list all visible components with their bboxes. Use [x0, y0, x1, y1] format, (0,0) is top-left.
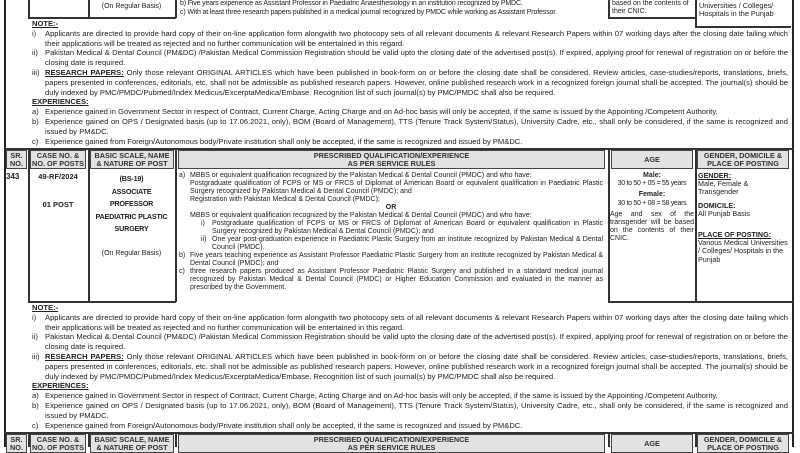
row-post-name: (BS-19) ASSOCIATE PROFESSOR PAEDIATRIC PLASTIC SURGERY: [95, 174, 168, 233]
experience-item: b) Experience gained on OPS / Designated basis (up to 17.06.2021, only), BOM (Board of Management), TTS (Tenure Track System/Status), University Cadre, etc., shall only be considered, if the same is recognized and issued by PM&DC.: [32, 116, 788, 136]
notes-title: NOTE:-: [32, 303, 59, 312]
header-gender: GENDER, DOMICILE & PLACE OF POSTING: [697, 150, 789, 169]
previous-qual-b: b) Five years experience as Assistant Professor in Paediatric Anaesthesiology in an institution recognized by PMDC.: [180, 0, 523, 7]
note-item: iii) RESEARCH PAPERS: Only those relevant ORIGINAL ARTICLES which have been published in book-form on or before the closing date shall be considered. Review articles, case-studies/reports, translations, briefs, papers presented in conferences, editorials, etc. shall not be admissible as published research papers. However, online published research work in a recognized foreign journal shall be accepted. The journal(s) should be duly indexed by PMC/PMDC/Pubmed/Index Medicus/ExcerptaMedica/Embase. Recognition list of such journal(s) by PMC/PMDC shall also be required.: [32, 351, 788, 381]
header-case: CASE NO. & NO. OF POSTS: [30, 150, 86, 169]
experience-item: a) Experience gained in Government Sector in respect of Contract, Current Charge, Acting Charge and on Ad-hoc basis will only be accepted, if the same is issued by the Appointing /Competent Authority.: [32, 391, 718, 401]
header-age: AGE: [611, 150, 693, 169]
notes-section: [32, 303, 788, 430]
experience-item: a) Experience gained in Government Sector in respect of Contract, Current Charge, Acting Charge and on Ad-hoc basis will only be accepted, if the same is issued by the Appointing /Competent Authority.: [32, 107, 718, 117]
row-sr-number: 343: [6, 172, 20, 181]
previous-age-tail: based on the contents of their CNIC.: [612, 0, 689, 16]
row-gender-domicile-posting: GENDER: Male, Female & Transgender DOMICILE: All Punjab Basis PLACE OF POSTING: Various Medical Universities / Colleges/ Hospitals in the Punjab: [698, 171, 788, 264]
experience-item: b) Experience gained on OPS / Designated basis (up to 17.06.2021, only), BOM (Board of Management), TTS (Tenure Track System/Status), University Cadre, etc., shall only be considered, if the same is recognized and issued by PM&DC.: [32, 400, 788, 420]
header-qualification: PRESCRIBED QUALIFICATION/EXPERIENCE AS PER SERVICE RULES: [178, 434, 605, 453]
note-item: ii) Pakistan Medical & Dental Council (PM&DC) /Pakistan Medical Commission Registration should be valid upto the closing date of the advertised post(s). If expired, applying proof for renewal of registration on or before the closing date is required.: [32, 48, 788, 68]
header-scale: BASIC SCALE, NAME & NATURE OF POST: [90, 434, 174, 453]
note-item: iii) RESEARCH PAPERS: Only those relevant ORIGINAL ARTICLES which have been published in book-form on or before the closing date shall be considered. Review articles, case-studies/reports, translations, briefs, papers presented in conferences, editorials, etc. shall not be admissible as published research papers. However, online published research work in a recognized foreign journal shall be accepted. The journal(s) should be duly indexed by PMC/PMDC/Pubmed/Index Medicus/ExcerptaMedica/Embase. Recognition list of such journal(s) by PMC/PMDC shall also be required.: [32, 67, 788, 97]
header-scale: BASIC SCALE, NAME & NATURE OF POST: [90, 150, 174, 169]
header-sr: SR. NO.: [6, 150, 27, 169]
row-qualification: a) MBBS or equivalent qualification recognized by the Pakistan Medical & Dental Council (PMDC) and who have: Postgraduate qualification of FCPS or MS or FRCS of Diplomat of American Board or equivalent qualification in Paediatric Plastic Surgery recognized by Pakistan Medical & Dental Council (PMDC); and Registration with Pakistan Medical & Dental Council (PMDC); OR MBBS or equivalent qualification recognized by the Pakistan Medical & Dental Council (PMDC) and who have: i) Postgraduate qualification of FCPS or MS or FRCS of Diplomat of American Board or equivalent qualification in Plastic Surgery recognized by Pakistan Medical & Dental Council (PMDC); and ii) One year post-graduation experience in Paediatric Plastic Surgery from an institute recognized by Pakistan Medical & Dental Council (PMDC). b) Five years teaching experience as Assistant Professor Paediatric Plastic Surgery from an institute recognized by Pakistan Medical & Dental Council (PMDC); and c) three research papers produced as Assistant Professor Paediatric Plastic Surgery and published in a standard medical journal recognized by Pakistan Medical & Dental Council (PMDC) or Higher Education Commission and evaluated in the manner as prescribed by the Government.: [179, 172, 603, 291]
notes-section: [32, 19, 788, 146]
previous-nature: (On Regular Basis): [101, 3, 162, 10]
notes-title: NOTE:-: [32, 19, 59, 28]
header-gender: GENDER, DOMICILE & PLACE OF POSTING: [697, 434, 789, 453]
header-age: AGE: [611, 434, 693, 453]
note-item: i) Applicants are directed to provide hard copy of their on-line application form alongwith two photocopy sets of all relevant documents & relevant Research Papers within 07 working days after the closing date failing which their applications will be treated as rejected and no further communication will be entertained in this regard.: [32, 312, 788, 332]
row-nature: (On Regular Basis): [101, 250, 162, 257]
experience-item: c) Experience gained from Foreign/Autonomous body/Private institution shall only be accepted, if the same is recognized and issued by PM&DC.: [32, 420, 523, 430]
experiences-title: EXPERIENCES:: [32, 381, 89, 391]
note-item: ii) Pakistan Medical & Dental Council (PM&DC) /Pakistan Medical Commission Registration should be valid upto the closing date of the advertised post(s). If expired, applying proof for renewal of registration on or before the closing date is required.: [32, 332, 788, 352]
previous-qual-c: c) With at least three research papers published in a medical journal recognized by PMDC while working as Assistant Professor.: [180, 8, 557, 16]
experience-item: c) Experience gained from Foreign/Autonomous body/Private institution shall only be accepted, if the same is recognized and issued by PM&DC.: [32, 136, 523, 146]
previous-posting-tail: Universities / Colleges/ Hospitals in the Punjab: [699, 1, 774, 19]
experiences-title: EXPERIENCES:: [32, 97, 89, 107]
header-sr: SR. NO.: [6, 434, 27, 453]
row-age: Male: 30 to 50 + 05 = 55 years Female: 30 to 50 + 08 = 58 years Age and sex of the transgender will be based on the contents of their CNIC.: [610, 172, 694, 243]
header-qualification: PRESCRIBED QUALIFICATION/EXPERIENCE AS PER SERVICE RULES: [178, 150, 605, 169]
note-item: i) Applicants are directed to provide hard copy of their on-line application form alongwith two photocopy sets of all relevant documents & relevant Research Papers within 07 working days after the closing date failing which their applications will be treated as rejected and no further communication will be entertained in this regard.: [32, 28, 788, 48]
header-case: CASE NO. & NO. OF POSTS: [30, 434, 86, 453]
row-case-number: 49-RF/2024: [38, 172, 78, 181]
row-posts: 01 POST: [42, 200, 74, 209]
